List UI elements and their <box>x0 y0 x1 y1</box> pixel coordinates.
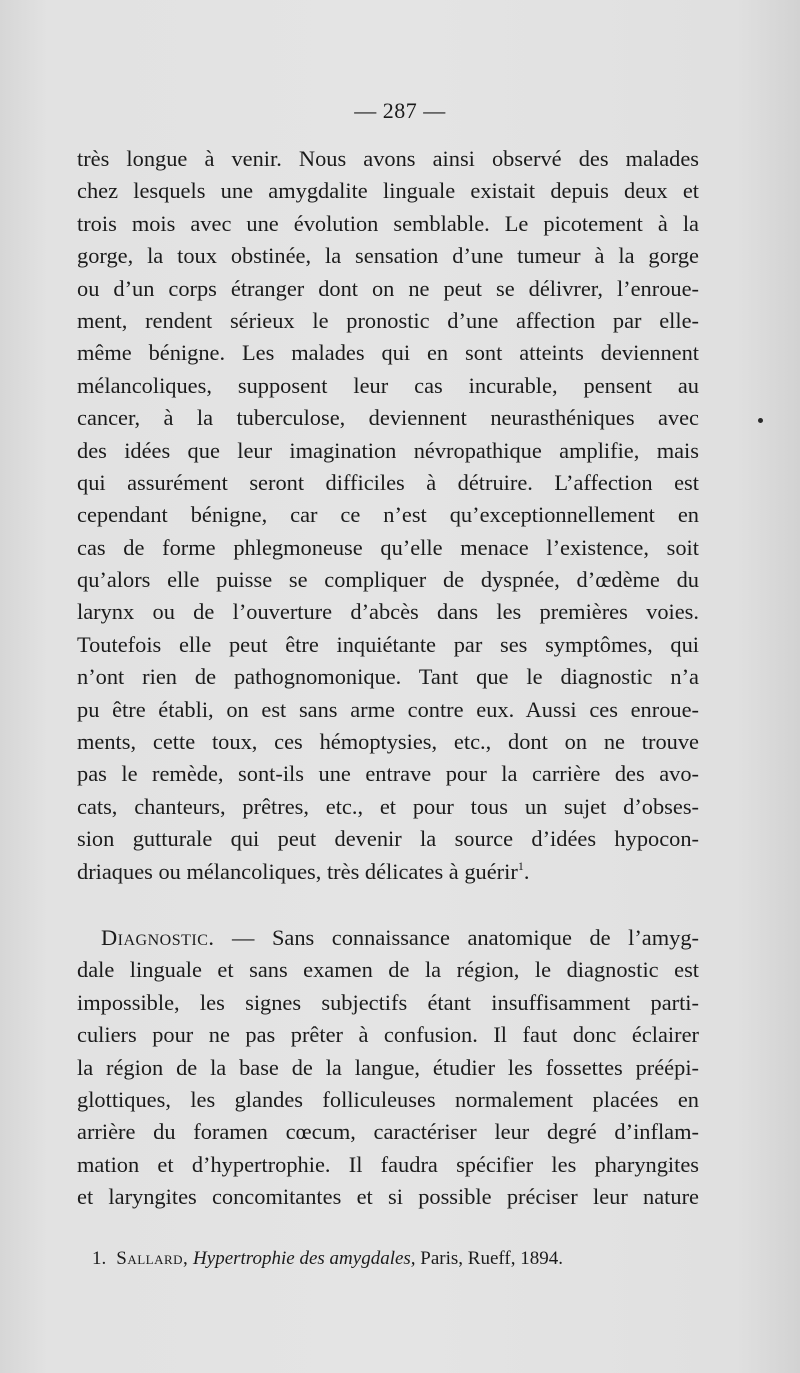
text-line: chez lesquels une amygdalite linguale existait depuis deux et <box>77 178 699 204</box>
text-line: et laryngites concomitantes et si possible préciser leur nature <box>77 1184 699 1210</box>
text-line: arrière du foramen cœcum, caractériser leur degré d’inflam- <box>77 1119 699 1145</box>
paragraph-2 <box>77 922 699 1214</box>
text-line: Toutefois elle peut être inquiétante par ses symptômes, qui <box>77 631 699 657</box>
text-line: cats, chanteurs, prêtres, etc., et pour tous un sujet d’obses- <box>77 793 699 819</box>
text-line: pas le remède, sont-ils une entrave pour la carrière des avo- <box>77 761 699 787</box>
text-line: qui assurément seront difficiles à détruire. L’affection est <box>77 469 699 495</box>
footnote-reference[interactable]: 1 <box>517 858 524 873</box>
text-line: ments, cette toux, ces hémoptysies, etc., dont on ne trouve <box>77 729 699 755</box>
text-line: culiers pour ne pas prêter à confusion. Il faut donc éclairer <box>77 1022 699 1048</box>
text-line: cas de forme phlegmoneuse qu’elle menace l’existence, soit <box>77 534 699 560</box>
footnote-title: Hypertrophie des amygdales, <box>193 1248 416 1269</box>
page-number: — 287 — <box>354 98 446 123</box>
footnote-author: Sallard, <box>116 1248 189 1269</box>
text-line-last <box>77 856 699 888</box>
text-line: sion gutturale qui peut devenir la source d’idées hypocon- <box>77 826 699 852</box>
text-line: cependant bénigne, car ce n’est qu’exceptionnellement en <box>77 502 699 528</box>
footnote-number: 1. <box>92 1248 107 1269</box>
text-line: gorge, la toux obstinée, la sensation d’une tumeur à la gorge <box>77 243 699 269</box>
text-line-heading <box>77 922 699 954</box>
text-line: des idées que leur imagination névropathique amplifie, mais <box>77 437 699 463</box>
footnote-publisher: Paris, Rueff, 1894. <box>415 1248 563 1269</box>
text-line: mation et d’hypertrophie. Il faudra spécifier les pharyngites <box>77 1151 699 1177</box>
text-line: larynx ou de l’ouverture d’abcès dans les premières voies. <box>77 599 699 625</box>
paragraph-gap <box>77 888 699 922</box>
main-text <box>77 143 699 1214</box>
text-line: la région de la base de la langue, étudier les fossettes préépi- <box>77 1054 699 1080</box>
text-line-content: — Sans connaissance anatomique de l’amyg- <box>214 924 699 950</box>
sentence-end: . <box>523 858 530 884</box>
margin-speck <box>758 418 763 423</box>
text-line: dale linguale et sans examen de la région, le diagnostic est <box>77 957 699 983</box>
text-line: qu’alors elle puisse se compliquer de dyspnée, d’œdème du <box>77 567 699 593</box>
text-line-content: driaques ou mélancoliques, très délicates à guérir <box>77 858 518 884</box>
paragraph-1 <box>77 143 699 888</box>
text-line: trois mois avec une évolution semblable. Le picotement à la <box>77 210 699 236</box>
text-line: même bénigne. Les malades qui en sont atteints deviennent <box>77 340 699 366</box>
text-line: ou d’un corps étranger dont on ne peut se délivrer, l’enroue- <box>77 275 699 301</box>
text-line: très longue à venir. Nous avons ainsi observé des malades <box>77 146 699 171</box>
text-line: mélancoliques, supposent leur cas incurable, pensent au <box>77 372 699 398</box>
text-line: cancer, à la tuberculose, deviennent neurasthéniques avec <box>77 405 699 431</box>
text-line: ment, rendent sérieux le pronostic d’une affection par elle- <box>77 307 699 333</box>
text-line: glottiques, les glandes folliculeuses normalement placées en <box>77 1086 699 1112</box>
section-heading: Diagnostic. <box>101 924 215 950</box>
text-line: impossible, les signes subjectifs étant insuffisamment parti- <box>77 989 699 1015</box>
text-line: n’ont rien de pathognomonique. Tant que le diagnostic n’a <box>77 664 699 690</box>
text-line: pu être établi, on est sans arme contre eux. Aussi ces enroue- <box>77 696 699 722</box>
footnote <box>92 1248 563 1270</box>
